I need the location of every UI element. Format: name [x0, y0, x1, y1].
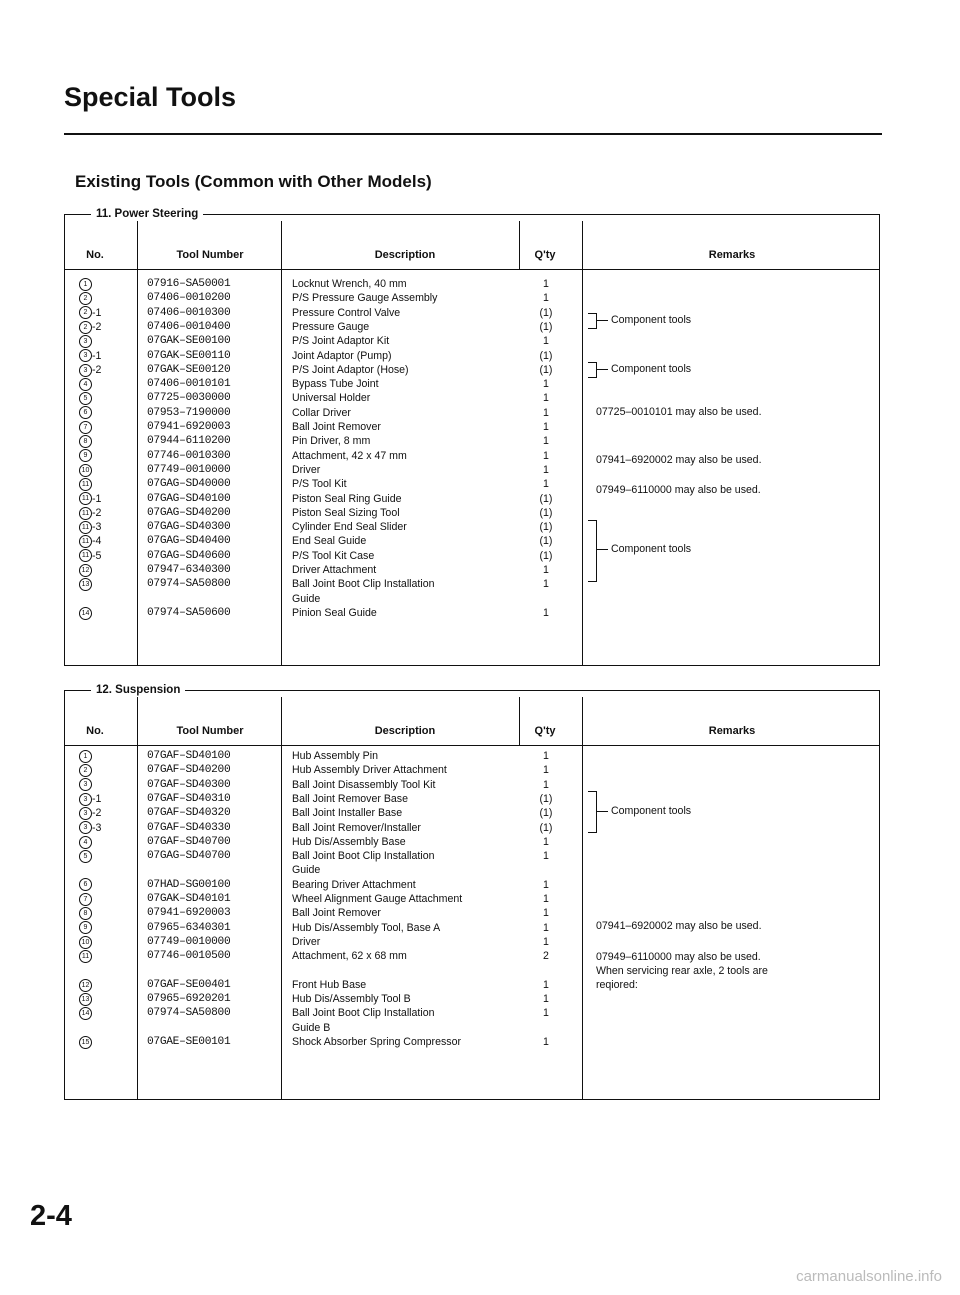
circled-number: 11 — [79, 507, 92, 520]
row-number — [79, 506, 119, 520]
quantity: 1 — [543, 406, 549, 419]
circled-number: 7 — [79, 893, 92, 906]
circled-number: 6 — [79, 878, 92, 891]
quantity: 1 — [543, 578, 549, 591]
remark-bracket — [596, 811, 608, 812]
table-row — [65, 506, 879, 520]
row-number — [79, 792, 119, 806]
circled-number: 11 — [79, 492, 92, 505]
description: Hub Dis/Assembly Tool, Base A — [292, 921, 441, 934]
description: Driver — [292, 935, 321, 948]
circled-number: 14 — [79, 1007, 92, 1020]
table-row — [65, 320, 879, 334]
table-row — [65, 391, 879, 405]
tool-number: 07974–SA50800 — [147, 578, 231, 591]
circled-number: 5 — [79, 850, 92, 863]
tool-number: 07916–SA50001 — [147, 278, 231, 290]
section-label: 12. Suspension — [91, 682, 185, 698]
col-tool-number: Tool Number — [176, 725, 244, 737]
table-row — [65, 377, 879, 391]
row-number — [79, 477, 119, 491]
circled-number: 4 — [79, 836, 92, 849]
row-number — [79, 978, 119, 992]
row-number — [79, 549, 119, 563]
row-number — [79, 434, 119, 448]
quantity: (1) — [539, 521, 553, 534]
row-number — [79, 892, 119, 906]
quantity: 1 — [543, 463, 549, 476]
quantity: 1 — [543, 1036, 549, 1048]
row-number — [79, 334, 119, 348]
tool-number: 07GAG–SD40300 — [147, 521, 231, 534]
col-no: No. — [86, 725, 104, 737]
tool-number: 07GAE–SE00101 — [147, 1036, 231, 1048]
row-number — [79, 420, 119, 434]
description: Ball Joint Installer Base — [292, 807, 403, 820]
tool-number: 07GAF–SD40320 — [147, 807, 231, 820]
description: Wheel Alignment Gauge Attachment — [292, 893, 463, 905]
tool-number: 07725–0030000 — [147, 392, 231, 405]
table-row — [65, 1006, 879, 1020]
quantity: (1) — [539, 535, 553, 548]
page-title: Special Tools — [64, 82, 237, 112]
tool-number: 07746–0010300 — [147, 449, 231, 462]
description: Ball Joint Boot Clip Installation — [292, 850, 435, 863]
circled-number: 10 — [79, 936, 92, 949]
tool-number: 07941–6920003 — [147, 421, 231, 433]
row-number — [79, 1035, 119, 1049]
tool-number: 07GAG–SD40700 — [147, 850, 231, 863]
row-number — [79, 492, 119, 506]
description: Ball Joint Remover — [292, 421, 381, 433]
quantity: 1 — [543, 878, 549, 891]
tool-number: 07947–6340300 — [147, 564, 231, 576]
circled-number: 7 — [79, 421, 92, 434]
row-number — [79, 563, 119, 577]
tool-number: 07HAD–SG00100 — [147, 878, 231, 891]
row-number — [79, 577, 119, 591]
quantity: 1 — [543, 278, 549, 290]
col-description: Description — [374, 725, 436, 737]
table-row — [65, 606, 879, 620]
tool-number: 07GAF–SD40310 — [147, 792, 231, 805]
remark-bracket — [588, 313, 597, 329]
tool-number: 07GAK–SD40101 — [147, 893, 231, 905]
description: Piston Seal Sizing Tool — [292, 506, 400, 519]
description: Bypass Tube Joint — [292, 378, 379, 391]
remark-bracket — [588, 362, 597, 378]
table-header — [65, 241, 879, 270]
row-number — [79, 534, 119, 548]
table-row — [65, 563, 879, 577]
quantity: 1 — [543, 935, 549, 948]
description: Guide — [292, 864, 321, 877]
row-number — [79, 349, 119, 363]
quantity: 1 — [543, 449, 549, 462]
row-number — [79, 849, 119, 863]
table-row — [65, 792, 879, 806]
table-row — [65, 992, 879, 1006]
sub-number: -4 — [92, 535, 102, 548]
description: P/S Tool Kit Case — [292, 549, 375, 562]
tool-number: 07GAG–SD40200 — [147, 506, 231, 519]
circled-number: 8 — [79, 907, 92, 920]
circled-number: 15 — [79, 1036, 92, 1049]
tool-number: 07406–0010200 — [147, 292, 231, 305]
table-row — [65, 806, 879, 820]
tool-number: 07406–0010400 — [147, 320, 231, 333]
table-row — [65, 291, 879, 305]
quantity: 1 — [543, 993, 549, 1006]
row-number — [79, 377, 119, 391]
table-row — [65, 1021, 879, 1035]
remark: Component tools — [611, 363, 692, 375]
table-row — [65, 520, 879, 534]
tool-number: 07GAF–SE00401 — [147, 978, 231, 991]
tool-number: 07GAF–SD40100 — [147, 750, 231, 762]
description: Piston Seal Ring Guide — [292, 492, 402, 505]
description: Pin Driver, 8 mm — [292, 435, 371, 448]
circled-number: 4 — [79, 378, 92, 391]
description: Locknut Wrench, 40 mm — [292, 278, 407, 290]
description: Ball Joint Remover/Installer — [292, 821, 421, 834]
tool-number: 07746–0010500 — [147, 950, 231, 963]
row-number — [79, 520, 119, 534]
remark-bracket — [596, 549, 608, 550]
table-row — [65, 878, 879, 892]
description: Attachment, 42 x 47 mm — [292, 449, 407, 462]
quantity: (1) — [539, 807, 553, 820]
row-number — [79, 449, 119, 463]
table-row — [65, 363, 879, 377]
description: Ball Joint Disassembly Tool Kit — [292, 778, 436, 791]
table-row — [65, 306, 879, 320]
circled-number: 13 — [79, 578, 92, 591]
description: Hub Assembly Pin — [292, 750, 378, 762]
quantity: 2 — [543, 950, 549, 963]
sub-number: -1 — [92, 349, 102, 362]
tool-number: 07GAG–SD40100 — [147, 492, 231, 505]
description: Collar Driver — [292, 406, 351, 419]
table-row — [65, 892, 879, 906]
remark-bracket — [596, 369, 608, 370]
tool-number: 07974–SA50600 — [147, 606, 231, 619]
description: Guide B — [292, 1021, 331, 1034]
tool-number: 07965–6920201 — [147, 993, 231, 1006]
description: Driver Attachment — [292, 564, 377, 576]
table-row — [65, 549, 879, 563]
row-number — [79, 992, 119, 1006]
quantity: 1 — [543, 378, 549, 391]
circled-number: 11 — [79, 535, 92, 548]
table-row — [65, 334, 879, 348]
description: Cylinder End Seal Slider — [292, 521, 407, 534]
row-number — [79, 835, 119, 849]
row-number — [79, 463, 119, 477]
circled-number: 3 — [79, 335, 92, 348]
description: Bearing Driver Attachment — [292, 878, 416, 891]
quantity: (1) — [539, 492, 553, 505]
row-number — [79, 749, 119, 763]
circled-number: 3 — [79, 807, 92, 820]
row-number — [79, 778, 119, 792]
col-divider — [519, 221, 520, 269]
description: Pinion Seal Guide — [292, 606, 377, 619]
tool-number: 07GAG–SD40400 — [147, 535, 231, 548]
row-number — [79, 878, 119, 892]
col-description: Description — [374, 249, 436, 261]
quantity: (1) — [539, 320, 553, 333]
circled-number: 2 — [79, 764, 92, 777]
table-row — [65, 763, 879, 777]
tool-number: 07941–6920003 — [147, 907, 231, 920]
table-row — [65, 534, 879, 548]
quantity: 1 — [543, 978, 549, 991]
col-remarks: Remarks — [708, 249, 756, 261]
col-qty: Q'ty — [534, 725, 556, 737]
quantity: 1 — [543, 835, 549, 848]
remark-bracket — [588, 520, 597, 582]
tool-number: 07749–0010000 — [147, 463, 231, 476]
description: Hub Assembly Driver Attachment — [292, 764, 447, 777]
row-number — [79, 949, 119, 963]
remark: 07725–0010101 may also be used. — [596, 406, 762, 418]
circled-number: 11 — [79, 950, 92, 963]
tool-number: 07406–0010101 — [147, 378, 231, 391]
quantity: 1 — [543, 907, 549, 920]
table-row — [65, 749, 879, 763]
remark: Component tools — [611, 543, 692, 555]
description: Front Hub Base — [292, 978, 367, 991]
row-number — [79, 363, 119, 377]
table-row — [65, 277, 879, 291]
description: End Seal Guide — [292, 535, 367, 548]
circled-number: 3 — [79, 364, 92, 377]
row-number — [79, 921, 119, 935]
quantity: 1 — [543, 921, 549, 934]
quantity: 1 — [543, 392, 549, 405]
circled-number: 8 — [79, 435, 92, 448]
remark: 07949–6110000 may also be used. — [596, 951, 761, 963]
row-number — [79, 277, 119, 291]
tool-number: 07GAF–SD40300 — [147, 778, 231, 791]
tool-number: 07GAK–SE00110 — [147, 349, 231, 362]
description: Ball Joint Boot Clip Installation — [292, 578, 435, 591]
sub-number: -2 — [92, 807, 102, 820]
table-row — [65, 420, 879, 434]
table-row — [65, 821, 879, 835]
circled-number: 6 — [79, 406, 92, 419]
circled-number: 1 — [79, 750, 92, 763]
remark-bracket — [596, 320, 608, 321]
sub-number: -1 — [92, 792, 102, 805]
row-number — [79, 391, 119, 405]
table-row — [65, 592, 879, 606]
row-number — [79, 821, 119, 835]
col-divider — [519, 697, 520, 745]
tool-number: 07965–6340301 — [147, 921, 231, 934]
circled-number: 2 — [79, 292, 92, 305]
table-row — [65, 349, 879, 363]
col-remarks: Remarks — [708, 725, 756, 737]
description: Pressure Gauge — [292, 320, 370, 333]
row-number — [79, 606, 119, 620]
circled-number: 11 — [79, 549, 92, 562]
quantity: 1 — [543, 850, 549, 863]
circled-number: 1 — [79, 278, 92, 291]
quantity: (1) — [539, 792, 553, 805]
description: Ball Joint Remover — [292, 907, 381, 920]
description: Attachment, 62 x 68 mm — [292, 950, 407, 963]
sub-number: -2 — [92, 320, 102, 333]
tool-number: 07GAK–SE00100 — [147, 335, 231, 348]
title-rule — [64, 133, 882, 135]
tool-number: 07953–7190000 — [147, 406, 231, 419]
tool-number: 07974–SA50800 — [147, 1007, 231, 1020]
quantity: 1 — [543, 421, 549, 433]
circled-number: 2 — [79, 306, 92, 319]
description: Universal Holder — [292, 392, 371, 405]
remark: Component tools — [611, 805, 692, 817]
remark: 07941–6920002 may also be used. — [596, 454, 762, 466]
quantity: 1 — [543, 606, 549, 619]
circled-number: 12 — [79, 979, 92, 992]
quantity: 1 — [543, 778, 549, 791]
page-subtitle: Existing Tools (Common with Other Models) — [75, 172, 432, 191]
remark: When servicing rear axle, 2 tools are — [596, 965, 768, 977]
table-row — [65, 978, 879, 992]
row-number — [79, 406, 119, 420]
quantity: 1 — [543, 292, 549, 305]
suspension-section — [64, 684, 880, 1100]
circled-number: 9 — [79, 921, 92, 934]
circled-number: 12 — [79, 564, 92, 577]
row-number — [79, 1006, 119, 1020]
table-row — [65, 935, 879, 949]
tool-number: 07GAG–SD40000 — [147, 478, 231, 491]
quantity: 1 — [543, 435, 549, 448]
quantity: 1 — [543, 335, 549, 348]
sub-number: -3 — [92, 821, 102, 834]
tool-number: 07749–0010000 — [147, 935, 231, 948]
circled-number: 13 — [79, 993, 92, 1006]
quantity: (1) — [539, 349, 553, 362]
row-number — [79, 291, 119, 305]
page-number: 2-4 — [30, 1200, 72, 1232]
table-row — [65, 835, 879, 849]
remark: 07941–6920002 may also be used. — [596, 920, 762, 932]
tool-number: 07GAG–SD40600 — [147, 549, 231, 562]
remark: 07949–6110000 may also be used. — [596, 484, 761, 496]
circled-number: 9 — [79, 449, 92, 462]
description: Hub Dis/Assembly Tool B — [292, 993, 411, 1006]
description: Driver — [292, 463, 321, 476]
circled-number: 14 — [79, 607, 92, 620]
remark: Component tools — [611, 314, 692, 326]
tool-number: 07944–6110200 — [147, 435, 231, 448]
col-qty: Q'ty — [534, 249, 556, 261]
table-row — [65, 849, 879, 863]
circled-number: 10 — [79, 464, 92, 477]
tool-number: 07406–0010300 — [147, 306, 231, 319]
description: P/S Pressure Gauge Assembly — [292, 292, 438, 305]
circled-number: 11 — [79, 478, 92, 491]
circled-number: 5 — [79, 392, 92, 405]
row-number — [79, 935, 119, 949]
table-row — [65, 778, 879, 792]
sub-number: -3 — [92, 521, 102, 534]
quantity: 1 — [543, 893, 549, 905]
circled-number: 3 — [79, 778, 92, 791]
description: Hub Dis/Assembly Base — [292, 835, 406, 848]
row-number — [79, 906, 119, 920]
row-number — [79, 806, 119, 820]
remark-bracket — [588, 791, 597, 833]
col-tool-number: Tool Number — [176, 249, 244, 261]
quantity: (1) — [539, 506, 553, 519]
description: Joint Adaptor (Pump) — [292, 349, 392, 362]
tool-number: 07GAF–SD40200 — [147, 764, 231, 777]
col-no: No. — [86, 249, 104, 261]
table-row — [65, 863, 879, 877]
tool-number: 07GAF–SD40700 — [147, 835, 231, 848]
quantity: (1) — [539, 549, 553, 562]
circled-number: 11 — [79, 521, 92, 534]
description: Ball Joint Boot Clip Installation — [292, 1007, 435, 1020]
quantity: (1) — [539, 363, 553, 376]
row-number — [79, 763, 119, 777]
circled-number: 3 — [79, 821, 92, 834]
sub-number: -1 — [92, 492, 102, 505]
watermark: carmanualsonline.info — [796, 1268, 942, 1285]
tool-number: 07GAK–SE00120 — [147, 363, 231, 376]
quantity: 1 — [543, 764, 549, 777]
power-steering-section — [64, 208, 880, 666]
section-label: 11. Power Steering — [91, 206, 203, 222]
sub-number: -2 — [92, 506, 102, 519]
sub-number: -1 — [92, 306, 102, 319]
quantity: (1) — [539, 821, 553, 834]
description: Pressure Control Valve — [292, 306, 401, 319]
quantity: 1 — [543, 750, 549, 762]
sub-number: -5 — [92, 549, 102, 562]
circled-number: 3 — [79, 349, 92, 362]
description: P/S Joint Adaptor (Hose) — [292, 363, 409, 376]
description: P/S Tool Kit — [292, 478, 347, 491]
row-number — [79, 306, 119, 320]
table-row — [65, 577, 879, 591]
remark: reqiored: — [596, 979, 638, 991]
quantity: 1 — [543, 478, 549, 491]
description: Guide — [292, 592, 321, 605]
table-row — [65, 434, 879, 448]
circled-number: 2 — [79, 321, 92, 334]
quantity: 1 — [543, 564, 549, 576]
row-number — [79, 320, 119, 334]
sub-number: -2 — [92, 363, 102, 376]
circled-number: 3 — [79, 793, 92, 806]
description: P/S Joint Adaptor Kit — [292, 335, 390, 348]
description: Ball Joint Remover Base — [292, 792, 408, 805]
tool-number: 07GAF–SD40330 — [147, 821, 231, 834]
quantity: (1) — [539, 306, 553, 319]
table-header — [65, 717, 879, 746]
description: Shock Absorber Spring Compressor — [292, 1036, 461, 1048]
quantity: 1 — [543, 1007, 549, 1020]
table-row — [65, 1035, 879, 1049]
